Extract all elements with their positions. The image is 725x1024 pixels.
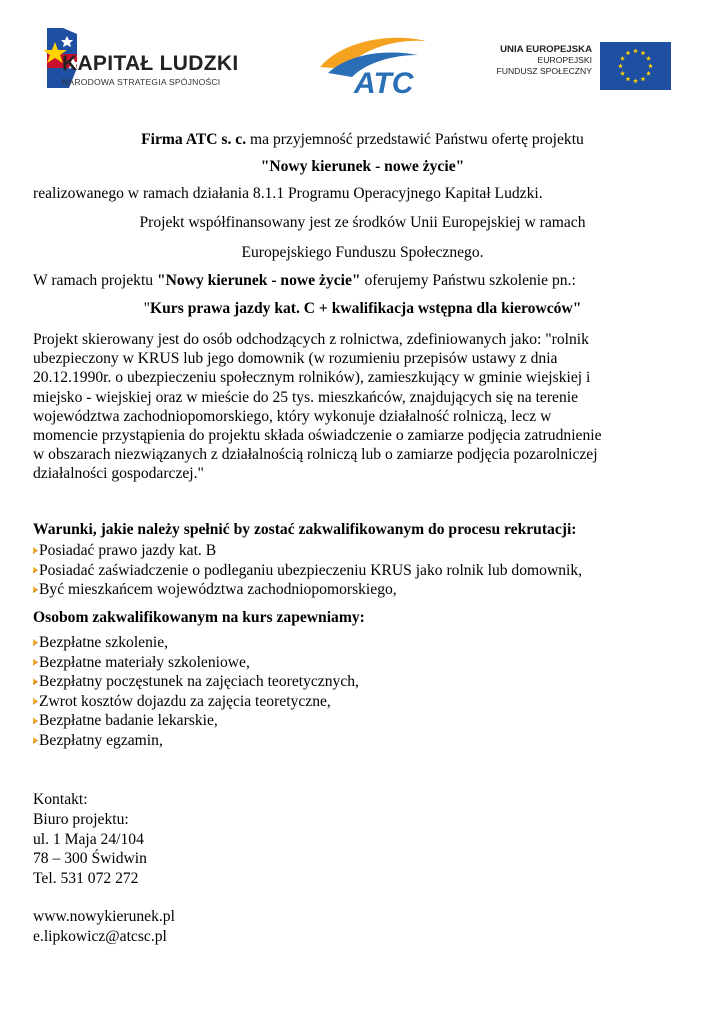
description-line: Projekt skierowany jest do osób odchodzących z rolnictwa, zdefiniowanych jako: "rolnik	[33, 331, 589, 348]
list-item	[33, 672, 359, 692]
list-item-label: Bezpłatny egzamin,	[39, 731, 163, 749]
list-item-label: Bezpłatne badanie lekarskie,	[39, 712, 218, 730]
list-item	[33, 561, 582, 581]
contact-block	[33, 790, 147, 889]
description-line: ubezpieczony w KRUS lub jego domownik (w rozumieniu przepisów ustawy z dnia	[33, 350, 558, 368]
contact-email-link[interactable]: e.lipkowicz@atcsc.pl	[33, 927, 167, 945]
list-item	[33, 580, 582, 600]
bullet-icon	[33, 547, 38, 554]
list-item-label: Bezpłatny poczęstunek na zajęciach teoretycznych,	[39, 673, 359, 691]
contact-phone: Tel. 531 072 272	[33, 870, 139, 888]
list-item-label: Zwrot kosztów dojazdu za zajęcia teoretyczne,	[39, 692, 331, 710]
eu-fund-label: FUNDUSZ SPOŁECZNY	[496, 66, 592, 76]
benefits-list	[33, 633, 359, 751]
bullet-icon	[33, 659, 38, 666]
atc-logo-text: ATC	[354, 67, 414, 100]
benefits-heading: Osobom zakwalifikowanym na kurs zapewniamy:	[33, 609, 365, 626]
conditions-list	[33, 541, 582, 600]
bullet-icon	[33, 586, 38, 593]
realized-text: realizowanego w ramach działania 8.1.1 Programu Operacyjnego Kapitał Ludzki.	[33, 185, 543, 202]
kapital-ludzki-title: KAPITAŁ LUDZKI	[62, 52, 239, 75]
bullet-icon	[33, 639, 38, 646]
contact-label: Kontakt:	[33, 791, 88, 808]
list-item	[33, 731, 359, 751]
contact-website-link[interactable]: www.nowykierunek.pl	[33, 908, 175, 925]
bullet-icon	[33, 737, 38, 744]
list-item-label: Posiadać prawo jazdy kat. B	[39, 542, 217, 559]
atc-logo	[314, 33, 434, 103]
firm-name: Firma ATC s. c.	[141, 131, 247, 148]
list-item-label: Posiadać zaświadczenie o podleganiu ubezpieczeniu KRUS jako rolnik lub domownik,	[39, 561, 583, 579]
kapital-ludzki-subtitle: NARODOWA STRATEGIA SPÓJNOŚCI	[62, 77, 221, 87]
contact-street: ul. 1 Maja 24/104	[33, 830, 144, 848]
bullet-icon	[33, 717, 38, 724]
list-item	[33, 711, 359, 731]
list-item	[33, 541, 582, 561]
description-line: momencie przystąpienia do projektu składa oświadczenie o zamiarze podjęcia zatrudnienie	[33, 427, 602, 445]
kapital-ludzki-logo	[33, 28, 273, 100]
list-item-label: Być mieszkańcem województwa zachodniopomorskiego,	[39, 581, 397, 599]
atc-logo-icon	[314, 33, 434, 103]
cofinanced-line-1: Projekt współfinansowany jest ze środków Unii Europejskiej w ramach	[139, 214, 586, 231]
offer-project-name: "Nowy kierunek - nowe życie"	[156, 272, 361, 289]
description-line: działalności gospodarczej."	[33, 465, 204, 483]
description-line: województwa zachodniopomorskiego, który wykonuje działalność rolniczą, lecz w	[33, 407, 552, 425]
description-paragraph	[33, 330, 693, 484]
list-item	[33, 633, 359, 653]
eu-union-label: UNIA EUROPEJSKA	[500, 44, 592, 55]
list-item-label: Bezpłatne szkolenie,	[39, 634, 169, 651]
course-quote-open: "	[143, 300, 150, 317]
conditions-heading: Warunki, jakie należy spełnić by zostać zakwalifikowanym do procesu rekrutacji:	[33, 521, 577, 538]
description-line: w obszarach niezwiązanych z działalnością rolniczą lub o zamiarze podjęcia pozarolniczej	[33, 446, 598, 464]
offer-line	[33, 272, 576, 290]
cofinanced-line-2: Europejskiego Funduszu Społecznego.	[241, 244, 484, 261]
offer-prefix: W ramach projektu	[33, 272, 157, 289]
course-name: Kurs prawa jazdy kat. C + kwalifikacja wstępna dla kierowców"	[150, 300, 582, 317]
project-title: "Nowy kierunek - nowe życie"	[260, 158, 465, 175]
description-line: miejsko - wiejskiej oraz w mieście do 25 tys. mieszkańców, znajdujących się na terenie	[33, 388, 579, 406]
eu-flag-icon	[600, 42, 671, 90]
list-item-label: Bezpłatne materiały szkoleniowe,	[39, 653, 250, 671]
contact-online	[33, 907, 175, 947]
bullet-icon	[33, 698, 38, 705]
description-line: 20.12.1990r. o ubezpieczeniu społecznym rolników), zamieszkujący w gminie wiejskiej i	[33, 369, 591, 387]
intro-firm-line	[0, 131, 725, 149]
course-line	[0, 300, 725, 318]
list-item	[33, 653, 359, 673]
eu-text	[422, 44, 592, 77]
offer-suffix: oferujemy Państwu szkolenie pn.:	[360, 272, 576, 289]
contact-city: 78 – 300 Świdwin	[33, 850, 147, 868]
firm-intro-text: ma przyjemność przedstawić Państwu ofertę projektu	[246, 131, 584, 148]
eu-european-label: EUROPEJSKI	[537, 55, 592, 65]
contact-office: Biuro projektu:	[33, 810, 129, 828]
bullet-icon	[33, 678, 38, 685]
bullet-icon	[33, 567, 38, 574]
list-item	[33, 692, 359, 712]
